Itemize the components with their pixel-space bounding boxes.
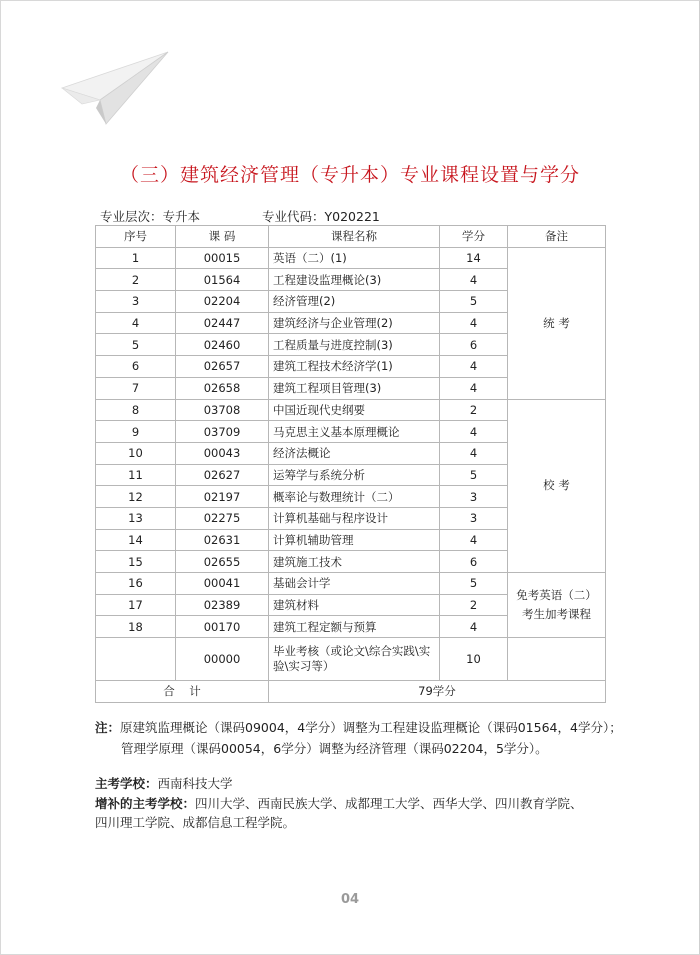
row-no: 15 [96,551,176,573]
page-number: 04 [340,892,360,907]
row-no: 14 [96,529,176,551]
remark-exempt-line1: 免考英语（二） [516,588,597,603]
table-row [96,399,606,421]
row-name: 工程建设监理概论(3) [269,269,440,291]
row-name: 英语（二）(1) [269,247,440,269]
row-credit: 5 [440,573,508,595]
total-value: 79学分 [269,681,606,703]
row-name: 建筑工程定额与预算 [269,616,440,638]
course-table [95,225,606,703]
row-name: 建筑工程项目管理(3) [269,377,440,399]
remark-school: 校 考 [508,399,606,573]
row-no: 7 [96,377,176,399]
remark-exempt-line2: 考生加考课程 [522,607,591,622]
row-code: 02658 [176,377,269,399]
row-no: 3 [96,291,176,313]
row-no: 13 [96,507,176,529]
notes-label: 注： [95,720,121,735]
schools [95,774,583,833]
row-code: 00015 [176,247,269,269]
row-code: 03708 [176,399,269,421]
major-level: 专业层次：专升本 [100,209,201,224]
row-code: 02275 [176,507,269,529]
row-code: 02204 [176,291,269,313]
table-header-row [96,226,606,248]
row-no: 4 [96,312,176,334]
row-code: 00170 [176,616,269,638]
row-code: 02389 [176,594,269,616]
row-no: 8 [96,399,176,421]
row-credit: 4 [440,421,508,443]
row-credit: 3 [440,507,508,529]
notes [95,717,622,759]
row-no: 6 [96,356,176,378]
main-school-label: 主考学校： [95,776,158,791]
row-name: 毕业考核（或论文\综合实践\实验\实习等） [269,638,440,681]
notes-line1: 原建筑监理概论（课码09004，4学分）调整为工程建设监理概论（课码01564，4学分）； [120,720,622,735]
row-code: 02197 [176,486,269,508]
row-code: 03709 [176,421,269,443]
total-row [96,681,606,703]
row-credit: 2 [440,399,508,421]
row-credit: 4 [440,529,508,551]
row-credit: 5 [440,464,508,486]
row-name: 经济管理(2) [269,291,440,313]
row-name: 建筑材料 [269,594,440,616]
row-code: 02631 [176,529,269,551]
row-name: 工程质量与进度控制(3) [269,334,440,356]
row-code: 00000 [176,638,269,681]
row-no: 5 [96,334,176,356]
row-code: 02657 [176,356,269,378]
row-name: 建筑工程技术经济学(1) [269,356,440,378]
header-no: 序号 [96,226,176,248]
row-credit: 5 [440,291,508,313]
row-code: 02655 [176,551,269,573]
row-name: 中国近现代史纲要 [269,399,440,421]
header-code: 课 码 [176,226,269,248]
row-credit: 4 [440,377,508,399]
row-credit: 4 [440,269,508,291]
paper-plane-icon [60,48,170,128]
row-name: 计算机基础与程序设计 [269,507,440,529]
row-name: 经济法概论 [269,442,440,464]
row-code: 01564 [176,269,269,291]
row-name: 建筑施工技术 [269,551,440,573]
row-credit: 4 [440,312,508,334]
row-no: 2 [96,269,176,291]
header-credit: 学分 [440,226,508,248]
row-credit: 4 [440,356,508,378]
row-credit: 4 [440,616,508,638]
table-row [96,247,606,269]
row-code: 02447 [176,312,269,334]
row-credit: 4 [440,442,508,464]
table-row [96,573,606,595]
remark-exempt [508,573,606,638]
row-no [96,638,176,681]
row-code: 00041 [176,573,269,595]
row-code: 00043 [176,442,269,464]
row-credit: 6 [440,334,508,356]
row-credit: 14 [440,247,508,269]
row-no: 11 [96,464,176,486]
major-code: 专业代码：Y020221 [262,209,380,224]
row-credit: 3 [440,486,508,508]
remark-unified: 统 考 [508,247,606,399]
row-code: 02627 [176,464,269,486]
header-name: 课程名称 [269,226,440,248]
extra-school-value-line2: 四川理工学院、成都信息工程学院。 [95,815,296,830]
row-no: 17 [96,594,176,616]
remark-empty [508,638,606,681]
row-no: 10 [96,442,176,464]
row-no: 9 [96,421,176,443]
row-name: 建筑经济与企业管理(2) [269,312,440,334]
row-name: 计算机辅助管理 [269,529,440,551]
row-no: 16 [96,573,176,595]
notes-line2: 管理学原理（课码00054，6学分）调整为经济管理（课码02204，5学分）。 [121,741,548,756]
row-code: 02460 [176,334,269,356]
table-row [96,638,606,681]
row-no: 12 [96,486,176,508]
row-credit: 10 [440,638,508,681]
row-no: 1 [96,247,176,269]
row-credit: 2 [440,594,508,616]
total-label: 合 计 [96,681,269,703]
extra-school-value-line1: 四川大学、西南民族大学、成都理工大学、西华大学、四川教育学院、 [195,795,583,811]
row-credit: 6 [440,551,508,573]
extra-school-label: 增补的主考学校： [95,795,196,811]
header-remark: 备注 [508,226,606,248]
row-name: 概率论与数理统计（二） [269,486,440,508]
row-no: 18 [96,616,176,638]
row-name: 基础会计学 [269,573,440,595]
page-title: （三）建筑经济管理（专升本）专业课程设置与学分 [119,164,580,186]
row-name: 运筹学与系统分析 [269,464,440,486]
row-name: 马克思主义基本原理概论 [269,421,440,443]
main-school-value: 西南科技大学 [157,776,233,791]
